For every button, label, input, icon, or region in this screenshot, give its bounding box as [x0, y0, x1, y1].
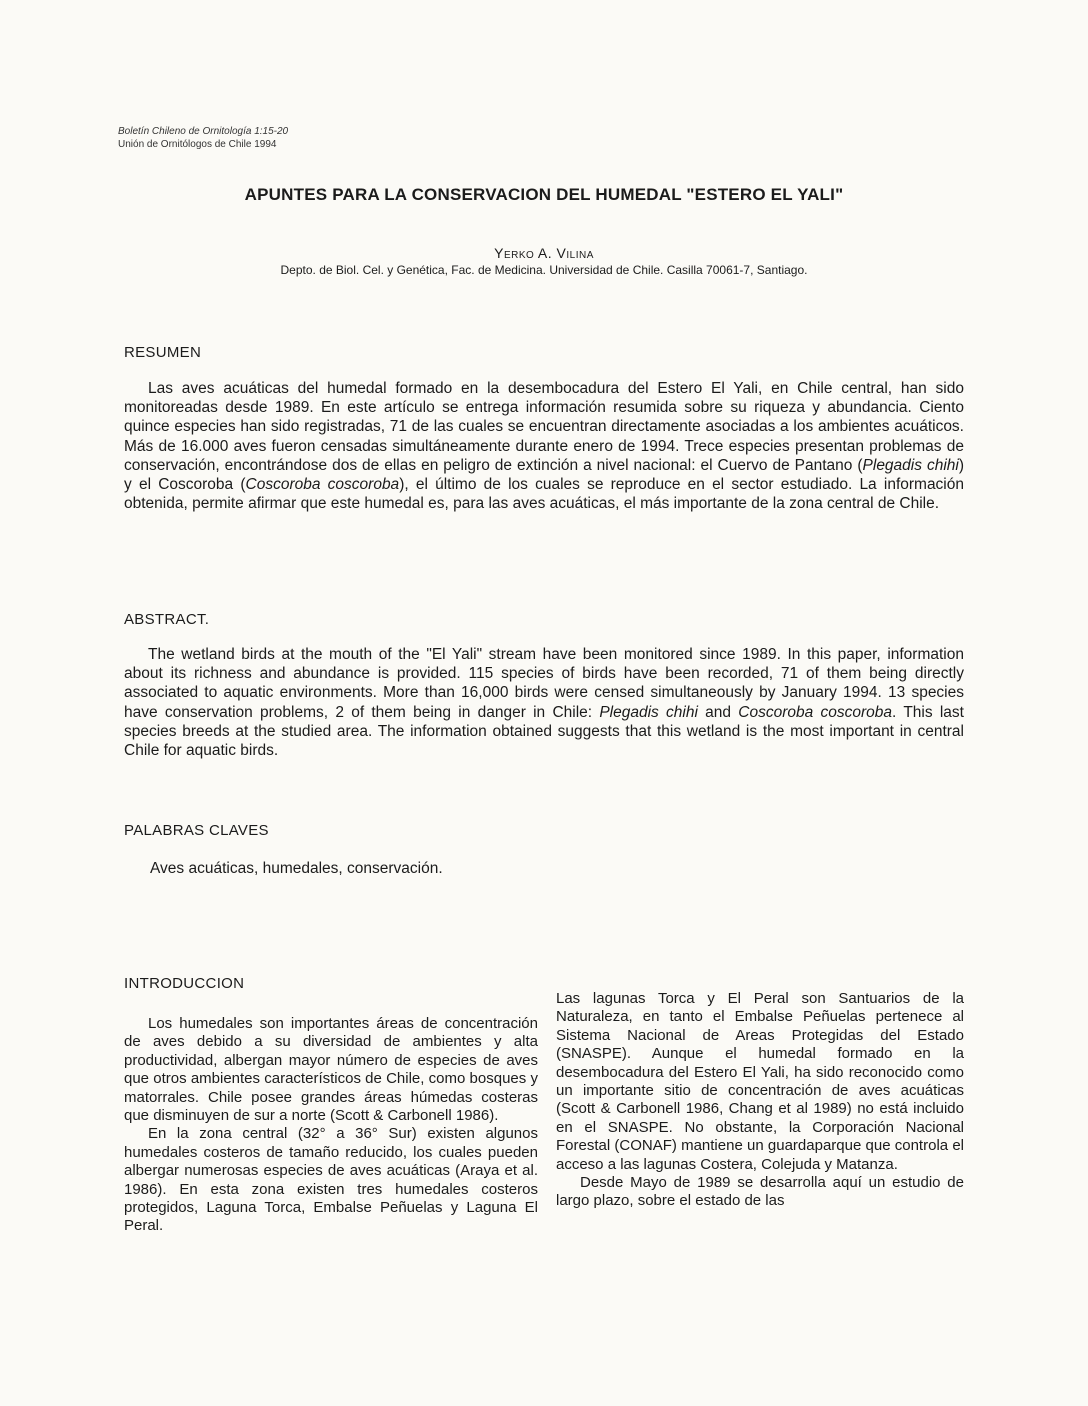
journal-header — [118, 125, 288, 151]
publisher-line: Unión de Ornitólogos de Chile 1994 — [118, 139, 277, 150]
species-name: Plegadis chihi — [599, 703, 698, 721]
intro-right-column — [556, 990, 964, 1211]
intro-paragraph-4: Desde Mayo de 1989 se desarrolla aquí un estudio de largo plazo, sobre el estado de las — [556, 1174, 964, 1210]
article-title: APUNTES PARA LA CONSERVACION DEL HUMEDAL "ESTERO EL YALI" — [244, 185, 844, 204]
author-name: Yerko A. Vilina — [494, 245, 594, 261]
keywords-list: Aves acuáticas, humedales, conservación. — [150, 860, 443, 877]
intro-left-column — [124, 1015, 538, 1236]
abstract-paragraph: The wetland birds at the mouth of the "El Yali" stream have been monitored since 1989. In this paper, information about its richness and abundance is provided. 115 species of birds have been recorded, 71 of them being directly associated to aquatic environments. More than 16,000 birds were censed simultaneously by January 1994. 13 species have conservation problems, 2 of them being in danger in Chile: Plegadis chihi and Coscoroba coscoroba. This last species breeds at the studied area. The information obtained suggests that this wetland is the most important in central Chile for aquatic birds. — [124, 646, 964, 760]
intro-paragraph-1: Los humedales son importantes áreas de concentración de aves debido a su diversidad de ambientes y alta productividad, albergan mayor número de especies de aves que otros ambientes característicos de Chile, como bosques y matorrales. Chile posee grandes áreas húmedas costeras que disminuyen de sur a norte (Scott & Carbonell 1986). — [124, 1015, 538, 1125]
species-name: Coscoroba coscoroba — [738, 703, 893, 721]
journal-citation: Boletín Chileno de Ornitología 1:15-20 — [118, 126, 289, 137]
resumen-heading: RESUMEN — [124, 344, 202, 361]
species-name: Coscoroba coscoroba — [245, 476, 400, 494]
intro-paragraph-2: En la zona central (32° a 36° Sur) existen algunos humedales costeros de tamaño reducido, los cuales pueden albergar numerosas especies de aves acuáticas (Araya et al. 1986). En esta zona existen tres humedales costeros protegidos, Laguna Torca, Embalse Peñuelas y Laguna El Peral. — [124, 1125, 538, 1235]
resumen-paragraph: Las aves acuáticas del humedal formado en la desembocadura del Estero El Yali, en Chile central, han sido monitoreadas desde 1989. En este artículo se entrega información resumida sobre su riqueza y abundancia. Ciento quince especies han sido registradas, 71 de las cuales se encuentran directamente asociadas a los ambientes acuáticos. Más de 16.000 aves fueron censadas simultáneamente durante enero de 1994. Trece especies presentan problemas de conservación, encontrándose dos de ellas en peligro de extinción a nivel nacional: el Cuervo de Pantano (Plegadis chihi) y el Coscoroba (Coscoroba coscoroba), el último de los cuales se reproduce en el sector estudiado. La información obtenida, permite afirmar que este humedal es, para las aves acuáticas, el más importante de la zona central de Chile. — [124, 380, 964, 513]
keywords-heading: PALABRAS CLAVES — [124, 822, 269, 839]
introduccion-heading: INTRODUCCION — [124, 975, 245, 992]
abstract-heading: ABSTRACT. — [124, 611, 210, 628]
author-affiliation: Depto. de Biol. Cel. y Genética, Fac. de Medicina. Universidad de Chile. Casilla 70061-7, Santiago. — [280, 263, 808, 277]
species-name: Plegadis chihi — [862, 456, 959, 474]
intro-paragraph-3: Las lagunas Torca y El Peral son Santuarios de la Naturaleza, en tanto el Embalse Peñuelas pertenece al Sistema Nacional de Areas Protegidas del Estado (SNASPE). Aunque el humedal formado en la desembocadura del Estero El Yali, ha sido reconocido como un importante sitio de concentración de aves acuáticas (Scott & Carbonell 1986, Chang et al 1989) no está incluido en el SNASPE. No obstante, la Corporación Nacional Forestal (CONAF) mantiene un guardaparque que controla el acceso a las lagunas Costera, Colejuda y Matanza. — [556, 990, 964, 1173]
